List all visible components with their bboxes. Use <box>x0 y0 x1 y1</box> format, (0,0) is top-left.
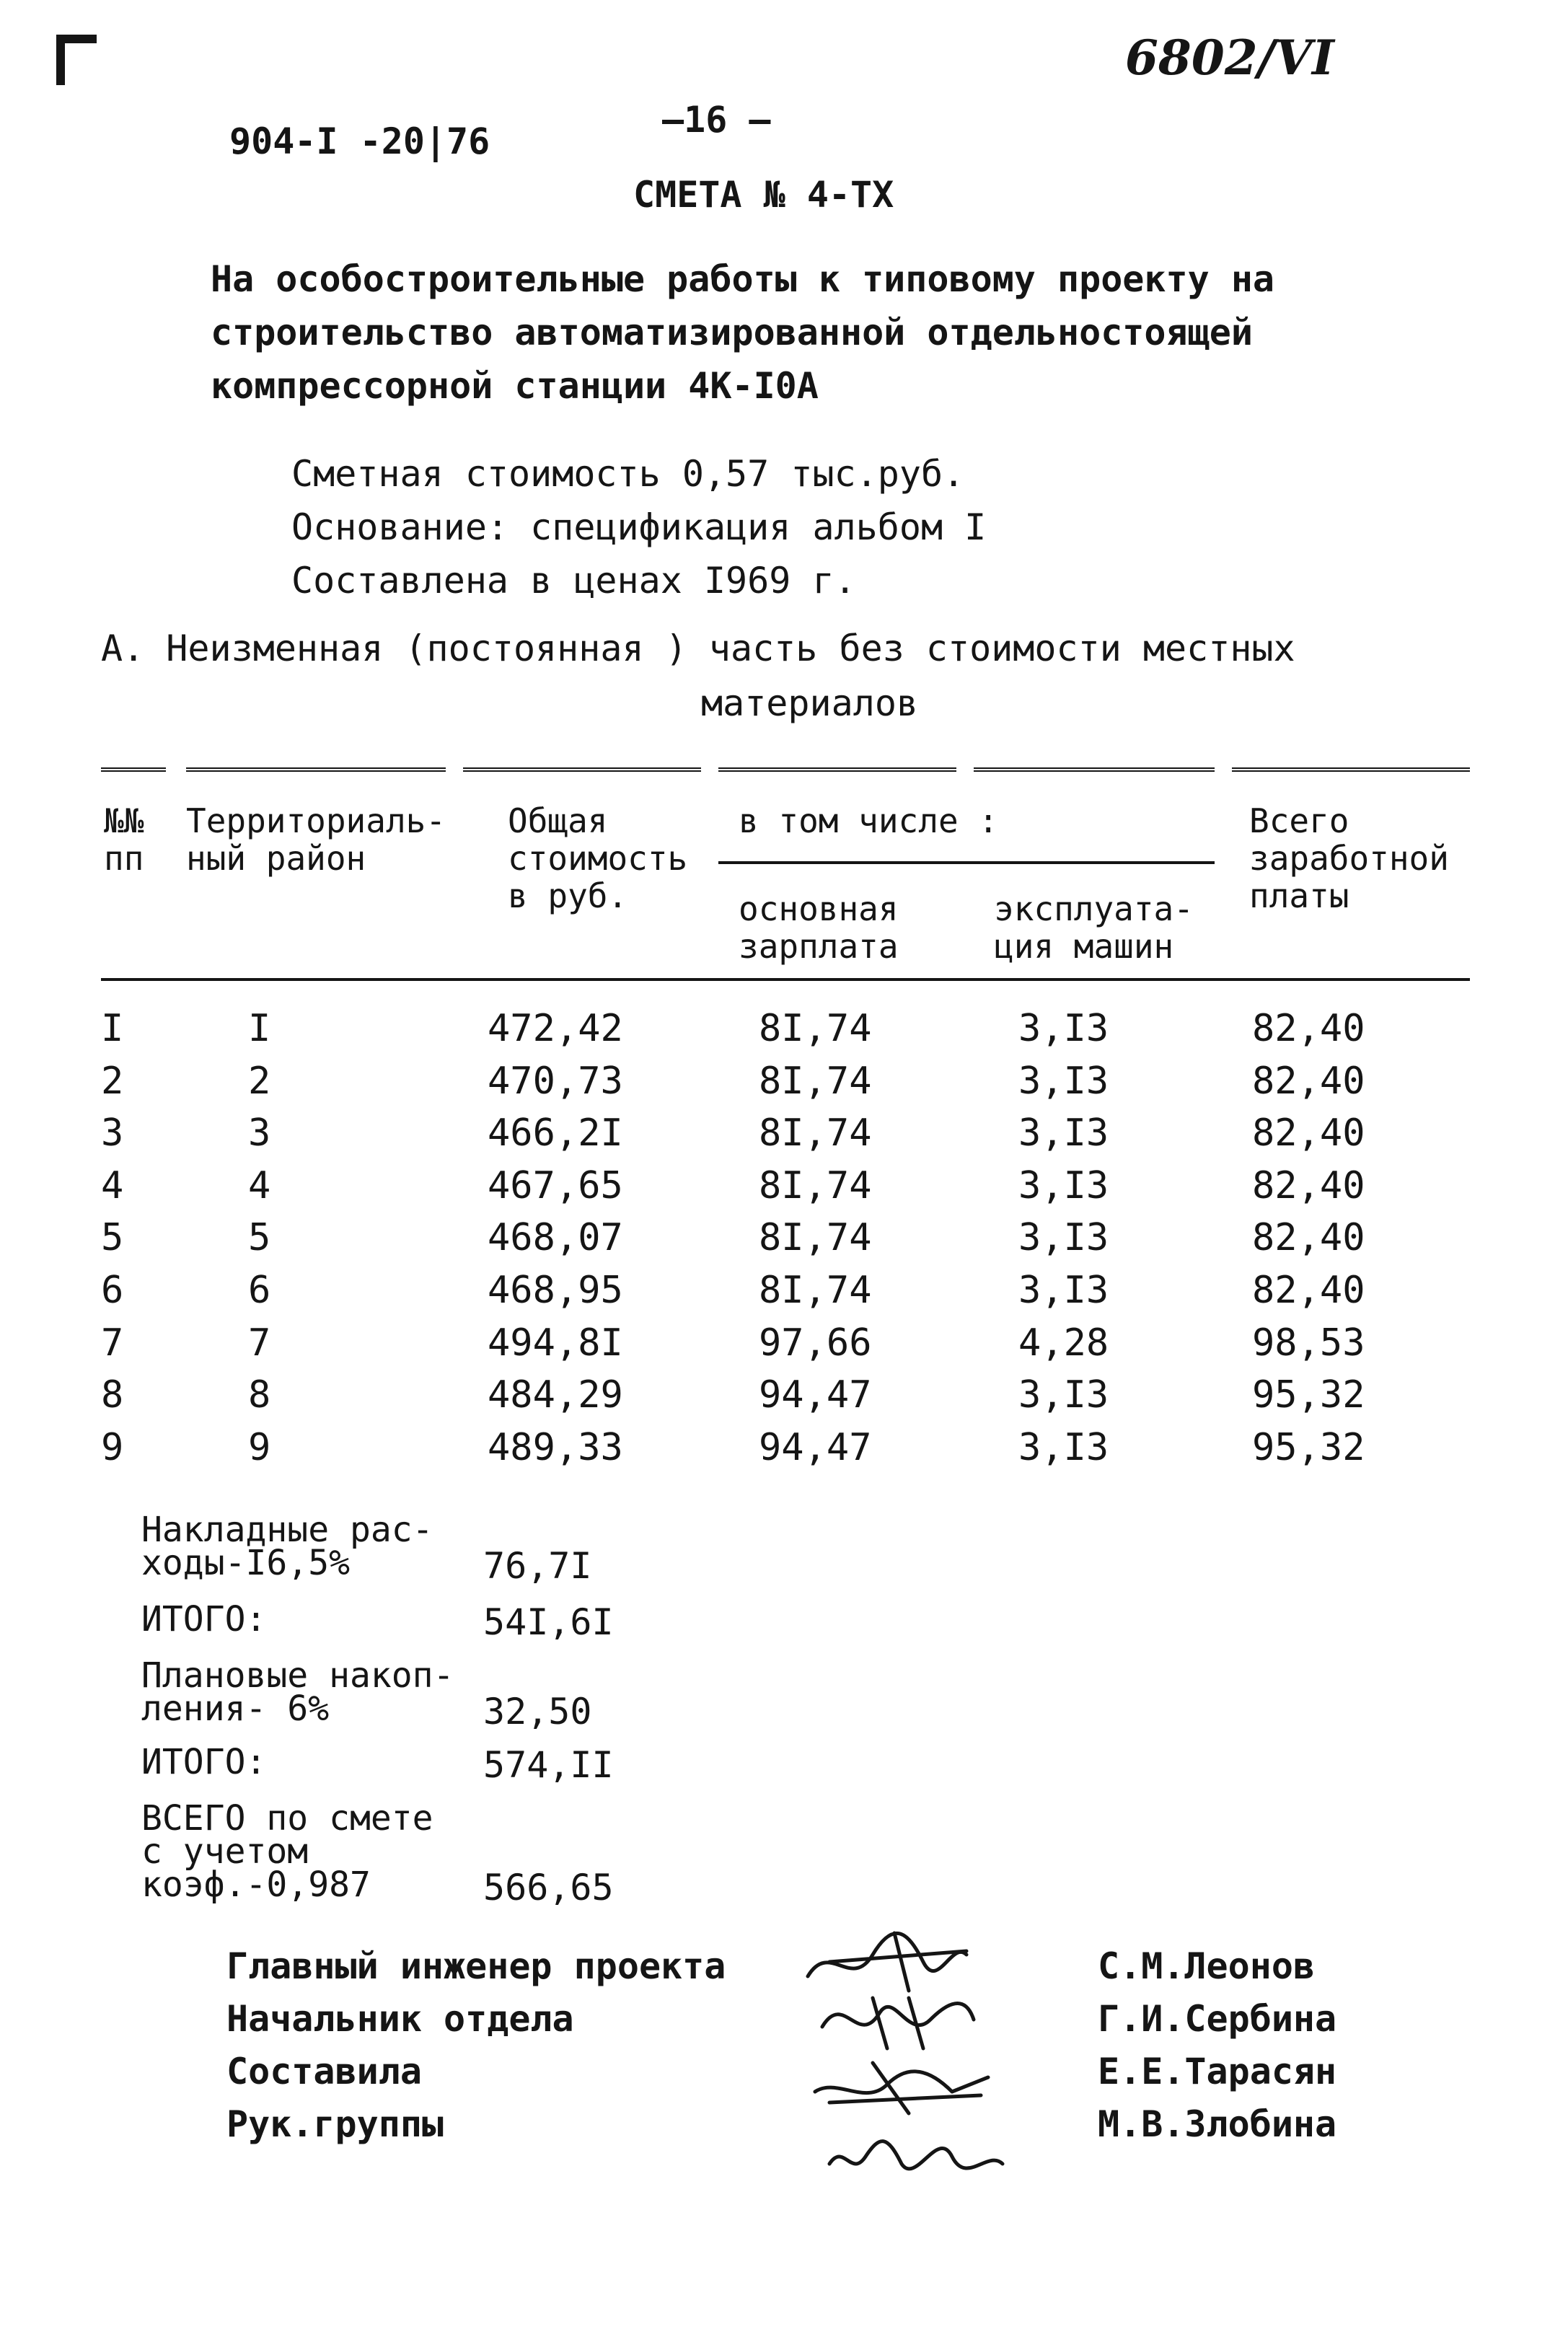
header-region <box>186 802 446 877</box>
signature-name: С.М.Леонов <box>1098 1945 1316 1987</box>
cell-num: 5 <box>101 1216 124 1260</box>
cell-total: 467,65 <box>488 1163 623 1207</box>
summary-label: Накладные рас- <box>141 1510 433 1550</box>
cell-base-pay: 94,47 <box>759 1373 872 1417</box>
cell-machines: 3,I3 <box>1018 1425 1109 1469</box>
cell-machines: 3,I3 <box>1018 1163 1109 1207</box>
cell-base-pay: 97,66 <box>759 1321 872 1365</box>
header-wages-line-1: Всего <box>1249 801 1349 840</box>
subtitle-line-2: строительство автоматизированной отдельностоящей <box>211 312 1253 353</box>
cell-machines: 3,I3 <box>1018 1007 1109 1050</box>
header-total <box>508 802 687 915</box>
header-base-pay <box>739 890 899 965</box>
cell-total: 484,29 <box>488 1373 623 1417</box>
summary-label: ВСЕГО по смете <box>141 1798 433 1839</box>
header-region-line-2: ный район <box>186 839 366 878</box>
cell-region: 2 <box>248 1059 271 1103</box>
summary-label: ИТОГО: <box>141 1742 267 1782</box>
table-top-rule-machines <box>974 767 1215 772</box>
header-num-line-1: №№ <box>104 801 144 840</box>
cell-total: 470,73 <box>488 1059 623 1103</box>
cell-base-pay: 8I,74 <box>759 1163 872 1207</box>
cell-num: 3 <box>101 1111 124 1155</box>
subtitle-line-1: На особостроительные работы к типовому проекту на <box>211 258 1275 300</box>
cell-wages: 95,32 <box>1252 1425 1365 1469</box>
table-top-rule-base <box>718 767 956 772</box>
cell-machines: 3,I3 <box>1018 1373 1109 1417</box>
cell-num: 9 <box>101 1425 124 1469</box>
estimated-cost: Сметная стоимость 0,57 тыс.руб. <box>291 453 965 495</box>
header-base-pay-line-1: основная <box>739 889 899 928</box>
cell-machines: 3,I3 <box>1018 1216 1109 1260</box>
cell-total: 468,95 <box>488 1269 623 1312</box>
cell-num: 2 <box>101 1059 124 1103</box>
signature-role: Начальник отдела <box>226 1998 574 2040</box>
table-top-rule-num <box>101 767 166 772</box>
summary-value: 32,50 <box>483 1691 592 1733</box>
handwritten-signatures <box>786 1911 1046 2193</box>
cell-total: 472,42 <box>488 1007 623 1050</box>
project-code: 904-I -20|76 <box>229 120 490 162</box>
summary-value: 76,7I <box>483 1545 592 1587</box>
cell-wages: 82,40 <box>1252 1269 1365 1312</box>
page-number: —16 — <box>662 99 771 141</box>
cell-total: 468,07 <box>488 1216 623 1260</box>
summary-label: коэф.-0,987 <box>141 1865 371 1905</box>
cell-wages: 98,53 <box>1252 1321 1365 1365</box>
header-total-line-2: стоимость <box>508 839 688 878</box>
cell-wages: 82,40 <box>1252 1216 1365 1260</box>
cell-region: I <box>248 1007 271 1050</box>
summary-label: ления- 6% <box>141 1689 330 1729</box>
signature-name: Е.Е.Тарасян <box>1098 2051 1337 2092</box>
signature-role: Рук.группы <box>226 2103 444 2145</box>
cell-base-pay: 8I,74 <box>759 1059 872 1103</box>
table-top-rule-wages <box>1232 767 1470 772</box>
cell-num: 6 <box>101 1269 124 1312</box>
cell-machines: 3,I3 <box>1018 1111 1109 1155</box>
header-num-line-2: пп <box>104 839 144 878</box>
cell-region: 6 <box>248 1269 271 1312</box>
signature-name: Г.И.Сербина <box>1098 1998 1337 2040</box>
table-top-rule-region <box>186 767 446 772</box>
cell-total: 489,33 <box>488 1425 623 1469</box>
header-total-line-3: в руб. <box>508 876 628 915</box>
cell-wages: 82,40 <box>1252 1007 1365 1050</box>
cell-machines: 3,I3 <box>1018 1269 1109 1312</box>
signature-role: Составила <box>226 2051 422 2092</box>
estimate-title: СМЕТА № 4-ТХ <box>633 174 894 216</box>
header-machines-line-2: ция машин <box>994 927 1174 966</box>
header-total-line-1: Общая <box>508 801 608 840</box>
summary-value: 54I,6I <box>483 1601 614 1643</box>
header-wages-line-3: платы <box>1249 876 1349 915</box>
header-including: в том числе : <box>739 801 999 840</box>
cell-base-pay: 8I,74 <box>759 1111 872 1155</box>
cell-region: 4 <box>248 1163 271 1207</box>
signature-name: М.В.Злобина <box>1098 2103 1337 2145</box>
header-machines <box>994 890 1194 965</box>
cell-num: I <box>101 1007 124 1050</box>
price-level: Составлена в ценах I969 г. <box>291 560 856 602</box>
cell-machines: 4,28 <box>1018 1321 1109 1365</box>
cell-base-pay: 8I,74 <box>759 1216 872 1260</box>
cell-num: 7 <box>101 1321 124 1365</box>
cell-wages: 82,40 <box>1252 1163 1365 1207</box>
summary-label: ходы-I6,5% <box>141 1543 350 1583</box>
cell-machines: 3,I3 <box>1018 1059 1109 1103</box>
cell-region: 5 <box>248 1216 271 1260</box>
basis: Основание: спецификация альбом I <box>291 506 987 548</box>
cell-total: 494,8I <box>488 1321 623 1365</box>
summary-label: Плановые накоп- <box>141 1655 454 1696</box>
cell-base-pay: 94,47 <box>759 1425 872 1469</box>
header-including-rule <box>718 861 1215 864</box>
cell-wages: 82,40 <box>1252 1111 1365 1155</box>
cell-num: 8 <box>101 1373 124 1417</box>
subtitle-line-3: компрессорной станции 4К-I0А <box>211 365 819 407</box>
cell-region: 8 <box>248 1373 271 1417</box>
header-wages <box>1249 802 1449 915</box>
section-heading: А. Неизменная (постоянная ) часть без стоимости местных <box>101 628 1295 669</box>
header-base-pay-line-2: зарплата <box>739 927 899 966</box>
header-wages-line-2: заработной <box>1249 839 1449 878</box>
corner-bracket-mark <box>56 35 98 85</box>
archive-number: 6802/VI <box>1125 30 1334 86</box>
cell-region: 9 <box>248 1425 271 1469</box>
summary-value: 566,65 <box>483 1867 614 1909</box>
cell-wages: 95,32 <box>1252 1373 1365 1417</box>
cell-total: 466,2I <box>488 1111 623 1155</box>
table-top-rule-total <box>463 767 701 772</box>
cell-num: 4 <box>101 1163 124 1207</box>
table-header-rule <box>101 978 1470 981</box>
cell-region: 7 <box>248 1321 271 1365</box>
summary-label: с учетом <box>141 1831 309 1872</box>
cell-wages: 82,40 <box>1252 1059 1365 1103</box>
header-machines-line-1: эксплуата- <box>994 889 1194 928</box>
section-heading-cont: материалов <box>701 682 919 724</box>
signature-role: Главный инженер проекта <box>226 1945 726 1987</box>
header-region-line-1: Территориаль- <box>186 801 446 840</box>
header-num <box>104 802 144 877</box>
cell-base-pay: 8I,74 <box>759 1007 872 1050</box>
summary-value: 574,II <box>483 1744 614 1786</box>
cell-region: 3 <box>248 1111 271 1155</box>
summary-label: ИТОГО: <box>141 1599 267 1639</box>
cell-base-pay: 8I,74 <box>759 1269 872 1312</box>
